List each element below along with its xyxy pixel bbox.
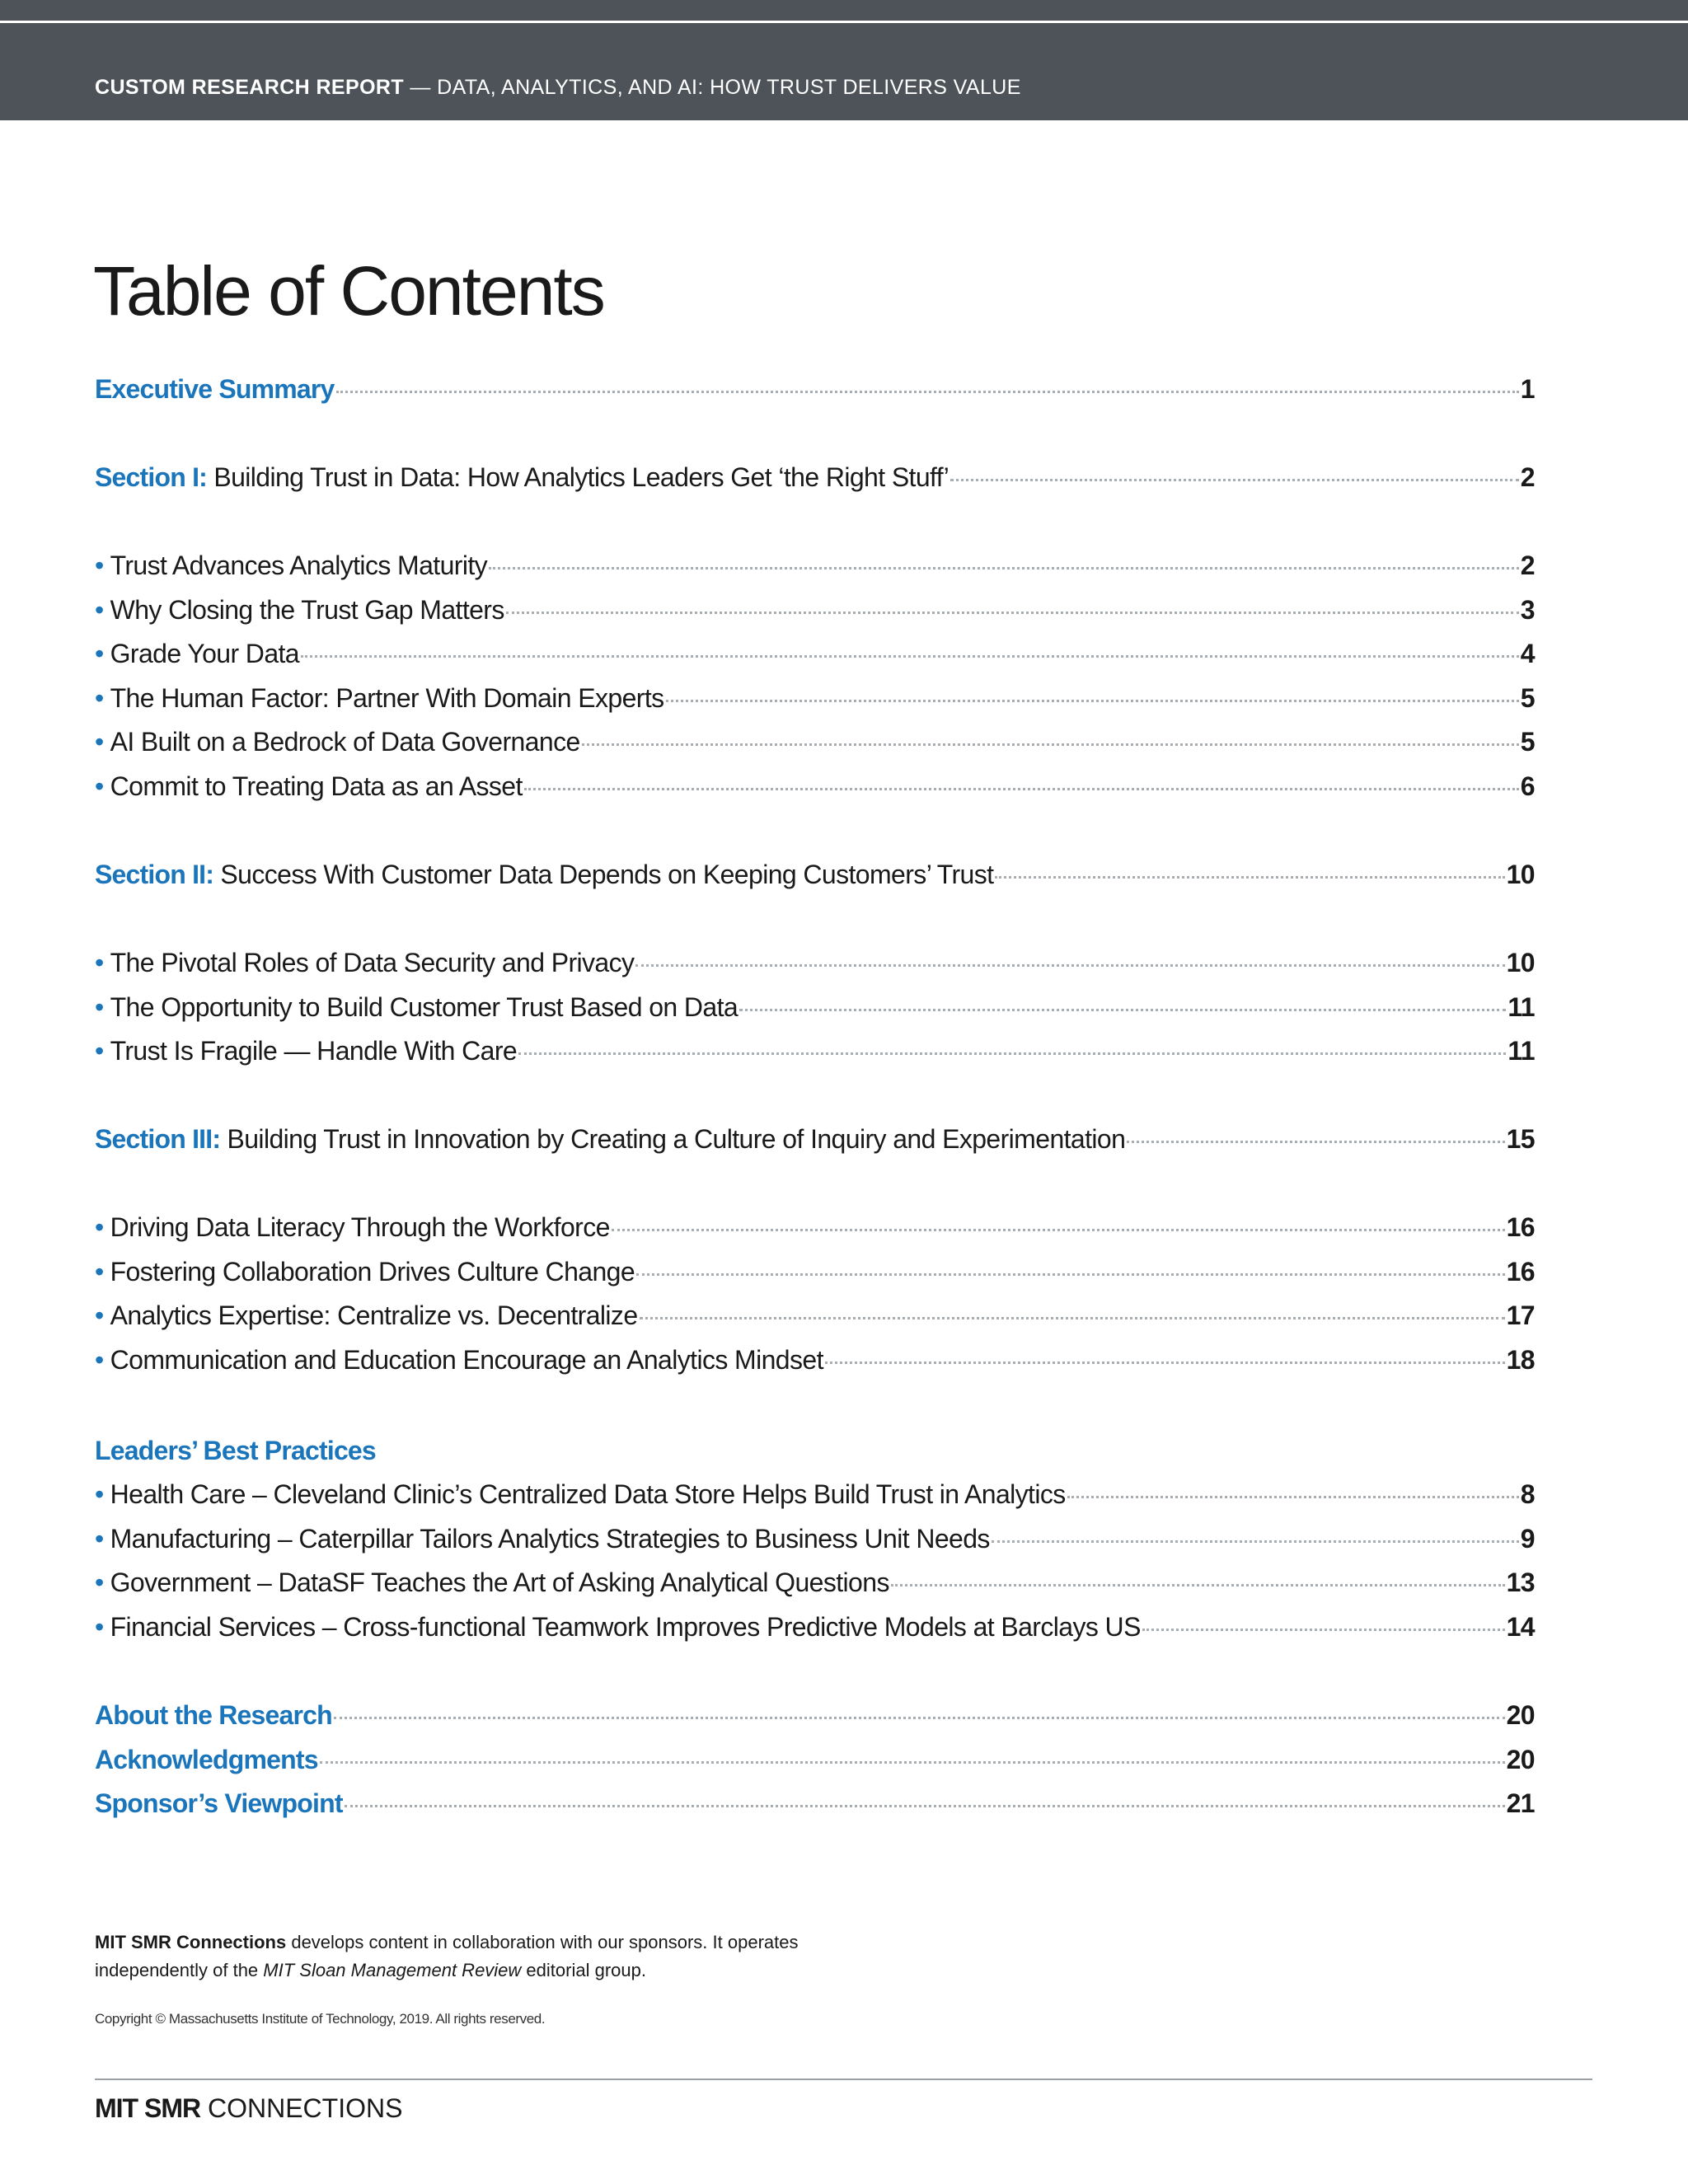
toc-label: Analytics Expertise: Centralize vs. Decentralize	[110, 1301, 638, 1330]
dot-leader	[739, 1009, 1506, 1011]
copyright-notice: Copyright © Massachusetts Institute of Technology, 2019. All rights reserved.	[95, 2011, 546, 2027]
dot-leader	[336, 391, 1519, 393]
dot-leader	[320, 1761, 1505, 1764]
dot-leader	[995, 876, 1504, 879]
dot-leader	[1067, 1496, 1519, 1498]
toc-executive-summary[interactable]	[95, 374, 1535, 410]
toc-label: The Pivotal Roles of Data Security and Privacy	[110, 948, 635, 977]
dot-leader	[640, 1317, 1505, 1319]
dot-leader	[891, 1584, 1505, 1586]
toc-label: Sponsor’s Viewpoint	[95, 1788, 343, 1818]
section-prefix: Section II:	[95, 860, 214, 889]
header-text	[95, 76, 1021, 100]
dot-leader	[301, 655, 1519, 658]
toc-item[interactable]	[95, 1612, 1535, 1648]
disclaimer-note	[95, 1929, 837, 1985]
dot-leader	[1127, 1141, 1504, 1143]
toc-label: Building Trust in Innovation by Creating a Culture of Inquiry and Experimentation	[220, 1124, 1126, 1154]
toc-label: Commit to Treating Data as an Asset	[110, 771, 523, 801]
toc-page-number: 5	[1520, 683, 1535, 713]
toc-page-number: 9	[1520, 1524, 1535, 1554]
toc-page-number: 20	[1506, 1700, 1535, 1730]
bullet-icon: •	[95, 1568, 104, 1597]
toc-page-number: 8	[1520, 1479, 1535, 1509]
bullet-icon: •	[95, 1036, 104, 1066]
toc-page-number: 6	[1520, 771, 1535, 801]
note-text: develops content in collaboration with our sponsors. It operates independently of the	[95, 1932, 799, 1980]
toc-label: Driving Data Literacy Through the Workforce	[110, 1212, 610, 1242]
toc-label: Government – DataSF Teaches the Art of Asking Analytical Questions	[110, 1568, 889, 1597]
bullet-icon: •	[95, 948, 104, 977]
bullet-icon: •	[95, 1612, 104, 1642]
dot-leader	[518, 1052, 1506, 1055]
toc-page-number: 10	[1506, 860, 1535, 889]
page-title: Table of Contents	[93, 252, 604, 330]
toc-item[interactable]	[95, 1479, 1535, 1516]
toc-item[interactable]	[95, 771, 1535, 808]
bullet-icon: •	[95, 551, 104, 580]
toc-label: Communication and Education Encourage an Analytics Mindset	[110, 1345, 823, 1375]
toc-page-number: 17	[1506, 1301, 1535, 1330]
bullet-icon: •	[95, 1479, 104, 1509]
section-prefix: Section I:	[95, 462, 208, 492]
dot-leader	[345, 1805, 1505, 1807]
bullet-icon: •	[95, 683, 104, 713]
bullet-icon: •	[95, 595, 104, 625]
bullet-icon: •	[95, 727, 104, 757]
bullet-icon: •	[95, 992, 104, 1022]
toc-label: Fostering Collaboration Drives Culture Change	[110, 1257, 635, 1286]
toc-page-number: 14	[1506, 1612, 1535, 1642]
dot-leader	[612, 1229, 1505, 1231]
mit-smr-connections-logo	[95, 2093, 402, 2124]
dot-leader	[950, 479, 1519, 481]
toc-label: Trust Advances Analytics Maturity	[110, 551, 488, 580]
footer-divider	[95, 2079, 1592, 2080]
toc-label: Trust Is Fragile — Handle With Care	[110, 1036, 518, 1066]
toc-item[interactable]	[95, 1257, 1535, 1293]
bullet-icon: •	[95, 1345, 104, 1375]
toc-page-number: 4	[1520, 639, 1535, 668]
toc-about-research[interactable]	[95, 1700, 1535, 1736]
toc-label: Financial Services – Cross-functional Teamwork Improves Predictive Models at Barclays US	[110, 1612, 1141, 1642]
note-bold: MIT SMR Connections	[95, 1932, 287, 1952]
header-rule	[0, 21, 1688, 23]
toc-page-number: 13	[1506, 1568, 1535, 1597]
toc-item[interactable]	[95, 727, 1535, 763]
toc-sponsors-viewpoint[interactable]	[95, 1788, 1535, 1825]
toc-item[interactable]	[95, 1301, 1535, 1337]
toc-page-number: 5	[1520, 727, 1535, 757]
bullet-icon: •	[95, 1257, 104, 1286]
logo-text: CONNECTIONS	[200, 2093, 403, 2123]
bullet-icon: •	[95, 771, 104, 801]
toc-item[interactable]	[95, 948, 1535, 984]
bullet-icon: •	[95, 639, 104, 668]
toc-item[interactable]	[95, 1568, 1535, 1604]
toc-page-number: 20	[1506, 1745, 1535, 1774]
dot-leader	[666, 700, 1519, 702]
toc-page-number: 16	[1506, 1257, 1535, 1286]
toc-section-3[interactable]	[95, 1124, 1535, 1160]
toc-page-number: 1	[1520, 374, 1535, 404]
dot-leader	[582, 743, 1519, 746]
report-header	[0, 0, 1688, 120]
dot-leader	[334, 1717, 1505, 1719]
dot-leader	[524, 788, 1519, 790]
toc-item[interactable]	[95, 1212, 1535, 1249]
bullet-icon: •	[95, 1301, 104, 1330]
toc-page-number: 11	[1507, 1036, 1535, 1066]
toc-page-number: 2	[1520, 462, 1535, 492]
toc-section-1[interactable]	[95, 462, 1535, 499]
toc-label: Success With Customer Data Depends on Keeping Customers’ Trust	[213, 860, 994, 889]
toc-page-number: 15	[1506, 1124, 1535, 1154]
toc-label: The Opportunity to Build Customer Trust Based on Data	[110, 992, 738, 1022]
toc-item[interactable]	[95, 551, 1535, 587]
toc-item[interactable]	[95, 683, 1535, 719]
toc-item[interactable]	[95, 595, 1535, 631]
best-practices-heading[interactable]: Leaders’ Best Practices	[95, 1436, 376, 1465]
toc-label: Why Closing the Trust Gap Matters	[110, 595, 504, 625]
toc-label: Building Trust in Data: How Analytics Leaders Get ‘the Right Stuff’	[207, 462, 950, 492]
dot-leader	[992, 1540, 1519, 1543]
toc-label: The Human Factor: Partner With Domain Experts	[110, 683, 664, 713]
dot-leader	[489, 567, 1519, 569]
toc-page-number: 11	[1507, 992, 1535, 1022]
toc-label: AI Built on a Bedrock of Data Governance	[110, 727, 580, 757]
toc-section-2[interactable]	[95, 860, 1535, 896]
toc-item[interactable]	[95, 1036, 1535, 1072]
dot-leader	[1142, 1629, 1505, 1631]
dot-leader	[635, 964, 1504, 967]
bullet-icon: •	[95, 1212, 104, 1242]
toc-label: About the Research	[95, 1700, 332, 1730]
section-prefix: Section III:	[95, 1124, 221, 1154]
toc-page-number: 2	[1520, 551, 1535, 580]
note-italic: MIT Sloan Management Review	[263, 1960, 522, 1980]
toc-page-number: 18	[1506, 1345, 1535, 1375]
toc-label: Executive Summary	[95, 374, 335, 404]
dot-leader	[636, 1273, 1505, 1276]
dot-leader	[506, 612, 1519, 614]
toc-item[interactable]	[95, 1524, 1535, 1560]
report-title: DATA, ANALYTICS, AND AI: HOW TRUST DELIVERS VALUE	[437, 76, 1021, 99]
bullet-icon: •	[95, 1524, 104, 1554]
toc-item[interactable]	[95, 1345, 1535, 1381]
toc-item[interactable]	[95, 992, 1535, 1029]
toc-page-number: 3	[1520, 595, 1535, 625]
logo-bold: MIT SMR	[95, 2093, 201, 2123]
header-separator: —	[404, 76, 438, 99]
note-text-end: editorial group.	[521, 1960, 646, 1980]
toc-page-number: 16	[1506, 1212, 1535, 1242]
toc-label: Manufacturing – Caterpillar Tailors Analytics Strategies to Business Unit Needs	[110, 1524, 990, 1554]
toc-label: Acknowledgments	[95, 1745, 318, 1774]
toc-page-number: 10	[1506, 948, 1535, 977]
toc-label: Health Care – Cleveland Clinic’s Centralized Data Store Helps Build Trust in Analytics	[110, 1479, 1066, 1509]
toc-page-number: 21	[1506, 1788, 1535, 1818]
toc-item[interactable]	[95, 639, 1535, 675]
dot-leader	[825, 1361, 1505, 1364]
report-type: CUSTOM RESEARCH REPORT	[95, 76, 405, 99]
toc-label: Grade Your Data	[110, 639, 300, 668]
toc-acknowledgments[interactable]	[95, 1745, 1535, 1781]
